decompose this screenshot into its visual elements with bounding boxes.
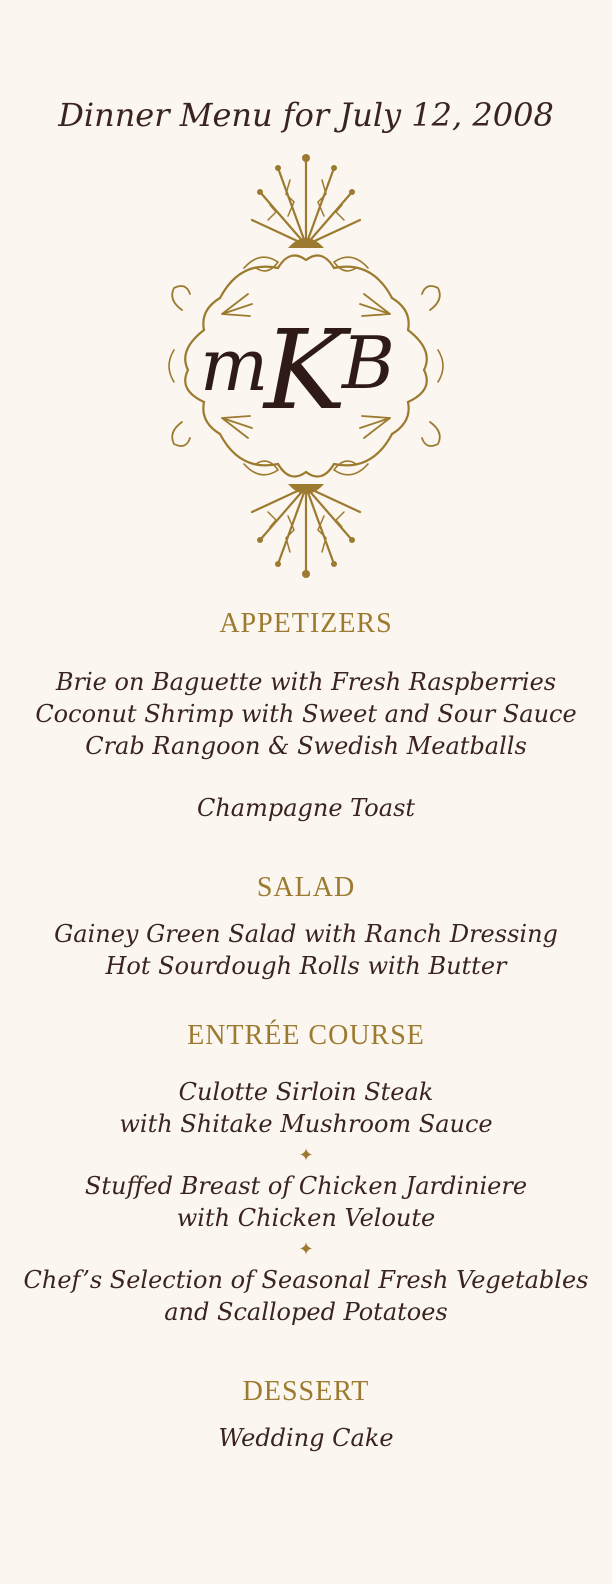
- top-sunburst-ornament: [252, 154, 360, 248]
- entree-course-line: with Chicken Veloute: [176, 1204, 436, 1232]
- entree-course-line: with Shitake Mushroom Sauce: [119, 1110, 493, 1138]
- salad-item: Hot Sourdough Rolls with Butter: [105, 952, 507, 980]
- champagne-toast: Champagne Toast: [196, 794, 416, 822]
- monogram-letter-2: K: [264, 306, 347, 434]
- entree-course-line: Culotte Sirloin Steak: [178, 1078, 434, 1106]
- crest-frame-bottom: [220, 434, 392, 477]
- entree-course-line: Chef’s Selection of Seasonal Fresh Vegetables: [23, 1266, 589, 1294]
- appetizer-item: Brie on Baguette with Fresh Raspberries: [55, 668, 557, 696]
- dessert-heading: DESSERT: [242, 1376, 370, 1407]
- monogram-crest: [160, 150, 452, 582]
- diamond-separator: ✦: [298, 1145, 314, 1166]
- dessert-item: Wedding Cake: [218, 1424, 394, 1452]
- appetizer-item: Crab Rangoon & Swedish Meatballs: [85, 732, 527, 760]
- diamond-separator: ✦: [298, 1239, 314, 1260]
- monogram-letter-1: m: [200, 323, 269, 407]
- salad-item: Gainey Green Salad with Ranch Dressing: [54, 920, 558, 948]
- entree-course-line: and Scalloped Potatoes: [164, 1298, 448, 1326]
- monogram-letter-3: B: [342, 321, 395, 405]
- entree-course-line: Stuffed Breast of Chicken Jardiniere: [84, 1172, 528, 1200]
- crest-frame-top: [220, 256, 392, 299]
- appetizers-heading: APPETIZERS: [219, 608, 393, 639]
- appetizer-item: Coconut Shrimp with Sweet and Sour Sauce: [35, 700, 577, 728]
- bottom-sunburst-ornament: [252, 484, 360, 578]
- entree-heading: ENTRÉE COURSE: [187, 1020, 425, 1051]
- salad-heading: SALAD: [256, 872, 356, 903]
- crest-frame-right: [392, 298, 427, 434]
- menu-title: Dinner Menu for July 12, 2008: [58, 96, 554, 134]
